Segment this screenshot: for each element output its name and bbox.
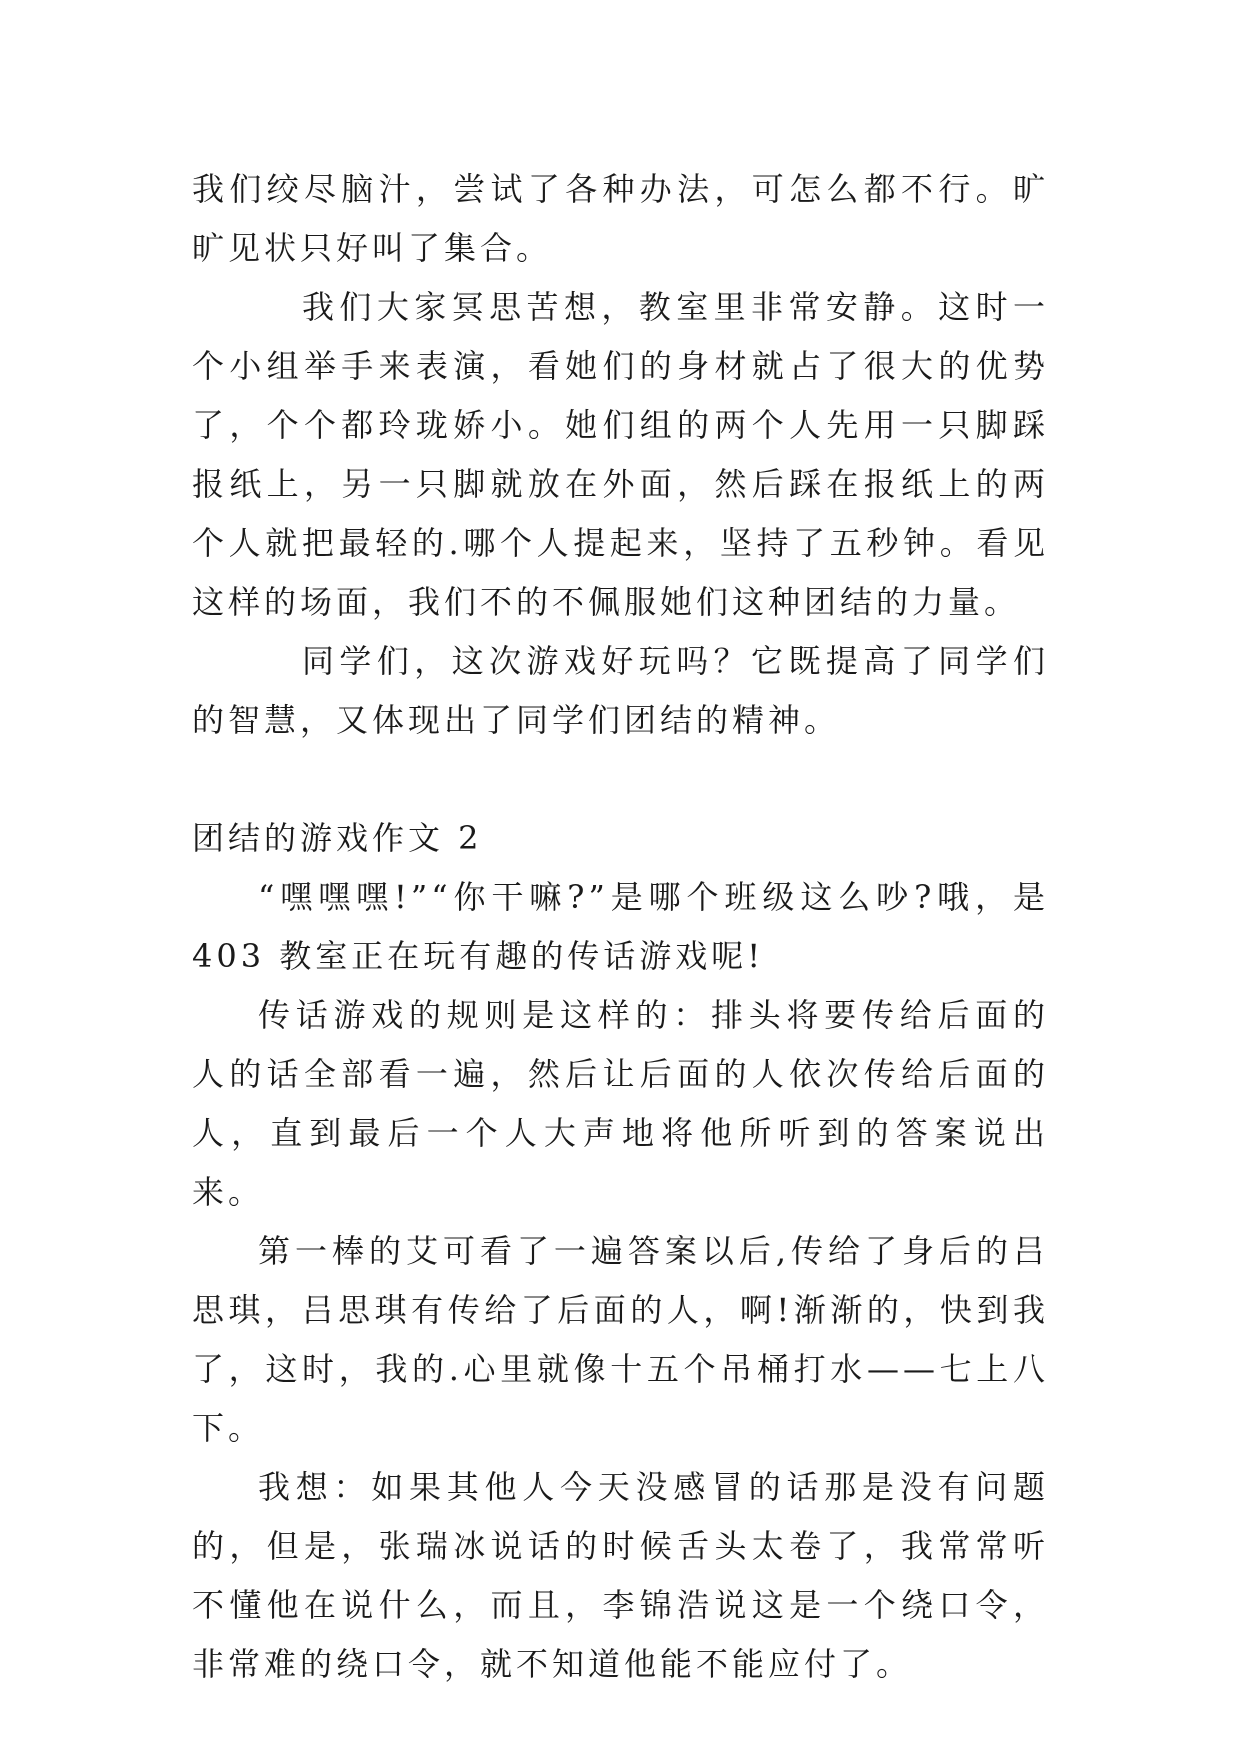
- section-spacer: [192, 750, 1049, 809]
- paragraph: 我们大家冥思苦想，教室里非常安静。这时一个小组举手来表演，看她们的身材就占了很大的优势了，个个都玲珑娇小。她们组的两个人先用一只脚踩报纸上，另一只脚就放在外面，然后踩在报纸上的两个人就把最轻的.哪个人提起来，坚持了五秒钟。看见这样的场面，我们不的不佩服她们这种团结的力量。: [192, 288, 1049, 621]
- paragraph: “嘿嘿嘿!”“你干嘛?”是哪个班级这么吵?哦，是 403 教室正在玩有趣的传话游戏呢!: [192, 878, 1049, 975]
- document-page: [192, 160, 1049, 1694]
- paragraph: 我们绞尽脑汁，尝试了各种办法，可怎么都不行。旷旷见状只好叫了集合。: [192, 170, 1049, 267]
- paragraph: 第一棒的艾可看了一遍答案以后,传给了身后的吕思琪，吕思琪有传给了后面的人，啊!渐渐的，快到我了，这时，我的.心里就像十五个吊桶打水——七上八下。: [192, 1232, 1049, 1447]
- paragraph: 我想：如果其他人今天没感冒的话那是没有问题的，但是，张瑞冰说话的时候舌头太卷了，我常常听不懂他在说什么，而且，李锦浩说这是一个绕口令，非常难的绕口令，就不知道他能不能应付了。: [192, 1468, 1049, 1683]
- paragraph: 同学们，这次游戏好玩吗？它既提高了同学们的智慧，又体现出了同学们团结的精神。: [192, 642, 1049, 739]
- paragraph: 传话游戏的规则是这样的：排头将要传给后面的人的话全部看一遍，然后让后面的人依次传给后面的人，直到最后一个人大声地将他所听到的答案说出来。: [192, 996, 1049, 1211]
- section-title: 团结的游戏作文 2: [192, 819, 483, 857]
